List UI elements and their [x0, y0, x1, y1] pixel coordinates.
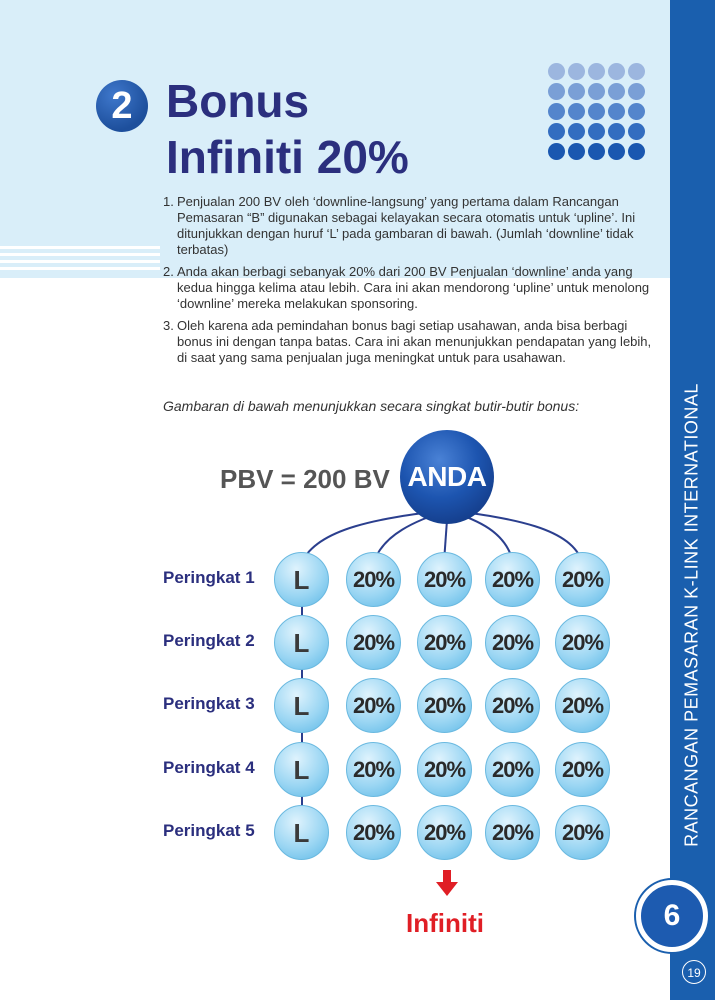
bonus-node: 20% — [485, 805, 540, 860]
bonus-node: 20% — [555, 742, 610, 797]
section-number-badge: 2 — [96, 80, 148, 132]
bonus-node: 20% — [555, 805, 610, 860]
list-item-number: 1. — [163, 194, 174, 209]
bonus-node: 20% — [485, 742, 540, 797]
bonus-node: 20% — [346, 552, 401, 607]
bonus-node: 20% — [417, 805, 472, 860]
arrow-shaft — [443, 870, 451, 884]
page-title-line2: Infiniti 20% — [166, 131, 409, 183]
down-arrow-icon — [436, 870, 458, 898]
bonus-node: 20% — [555, 552, 610, 607]
row-label: Peringkat 3 — [163, 694, 255, 713]
list-item-text: Penjualan 200 BV oleh ‘downline-langsung’ yang pertama dalam Rancangan Pemasaran “B” digunakan sebagai kelayakan secara otomatis untuk ‘upline’. Ini ditunjukkan dengan huruf ‘L’ pada gambaran di bawah. (Jumlah ‘downline’ tidak terbatas) — [177, 194, 636, 257]
leg-node: L — [274, 805, 329, 860]
infiniti-label: Infiniti — [406, 908, 484, 938]
leg-node: L — [274, 678, 329, 733]
row-label: Peringkat 5 — [163, 821, 255, 840]
bonus-node: 20% — [417, 742, 472, 797]
list-item-text: Anda akan berbagi sebanyak 20% dari 200 BV Penjualan ‘downline’ anda yang kedua hingga kelima atau lebih. Cara ini akan mendorong ‘upline’ untuk menolong ‘downline’ mereka melakukan sponsoring. — [177, 264, 650, 311]
bonus-node: 20% — [555, 678, 610, 733]
anda-node: ANDA — [400, 430, 494, 524]
bonus-node: 20% — [346, 805, 401, 860]
leg-node: L — [274, 742, 329, 797]
row-label: Peringkat 2 — [163, 631, 255, 650]
page-title-line1: Bonus — [166, 75, 310, 127]
bonus-node: 20% — [346, 742, 401, 797]
bonus-node: 20% — [485, 615, 540, 670]
bonus-node: 20% — [417, 615, 472, 670]
bonus-node: 20% — [485, 552, 540, 607]
bonus-node: 20% — [346, 678, 401, 733]
sidebar-title: RANCANGAN PEMASARAN K-LINK INTERNATIONAL — [681, 383, 702, 847]
leg-node: L — [274, 552, 329, 607]
bonus-node: 20% — [485, 678, 540, 733]
row-label: Peringkat 4 — [163, 758, 255, 777]
chapter-badge: 6 — [636, 880, 708, 952]
list-item-text: Oleh karena ada pemindahan bonus bagi setiap usahawan, anda bisa berbagi bonus ini dengan tanpa batas. Cara ini akan menunjukkan pendapatan yang lebih, di saat yang sama penjualan juga meningkat untuk para usahawan. — [177, 318, 652, 365]
row-label: Peringkat 1 — [163, 568, 255, 587]
bonus-node: 20% — [346, 615, 401, 670]
list-item-number: 2. — [163, 264, 174, 279]
page-number: 19 — [682, 960, 706, 984]
list-item-number: 3. — [163, 318, 174, 333]
diagram-intro: Gambaran di bawah menunjukkan secara singkat butir-butir bonus: — [163, 398, 580, 414]
bonus-node: 20% — [417, 552, 472, 607]
pbv-label: PBV = 200 BV — [220, 464, 390, 494]
arrow-head — [436, 882, 458, 896]
bonus-node: 20% — [417, 678, 472, 733]
leg-node: L — [274, 615, 329, 670]
bonus-node: 20% — [555, 615, 610, 670]
